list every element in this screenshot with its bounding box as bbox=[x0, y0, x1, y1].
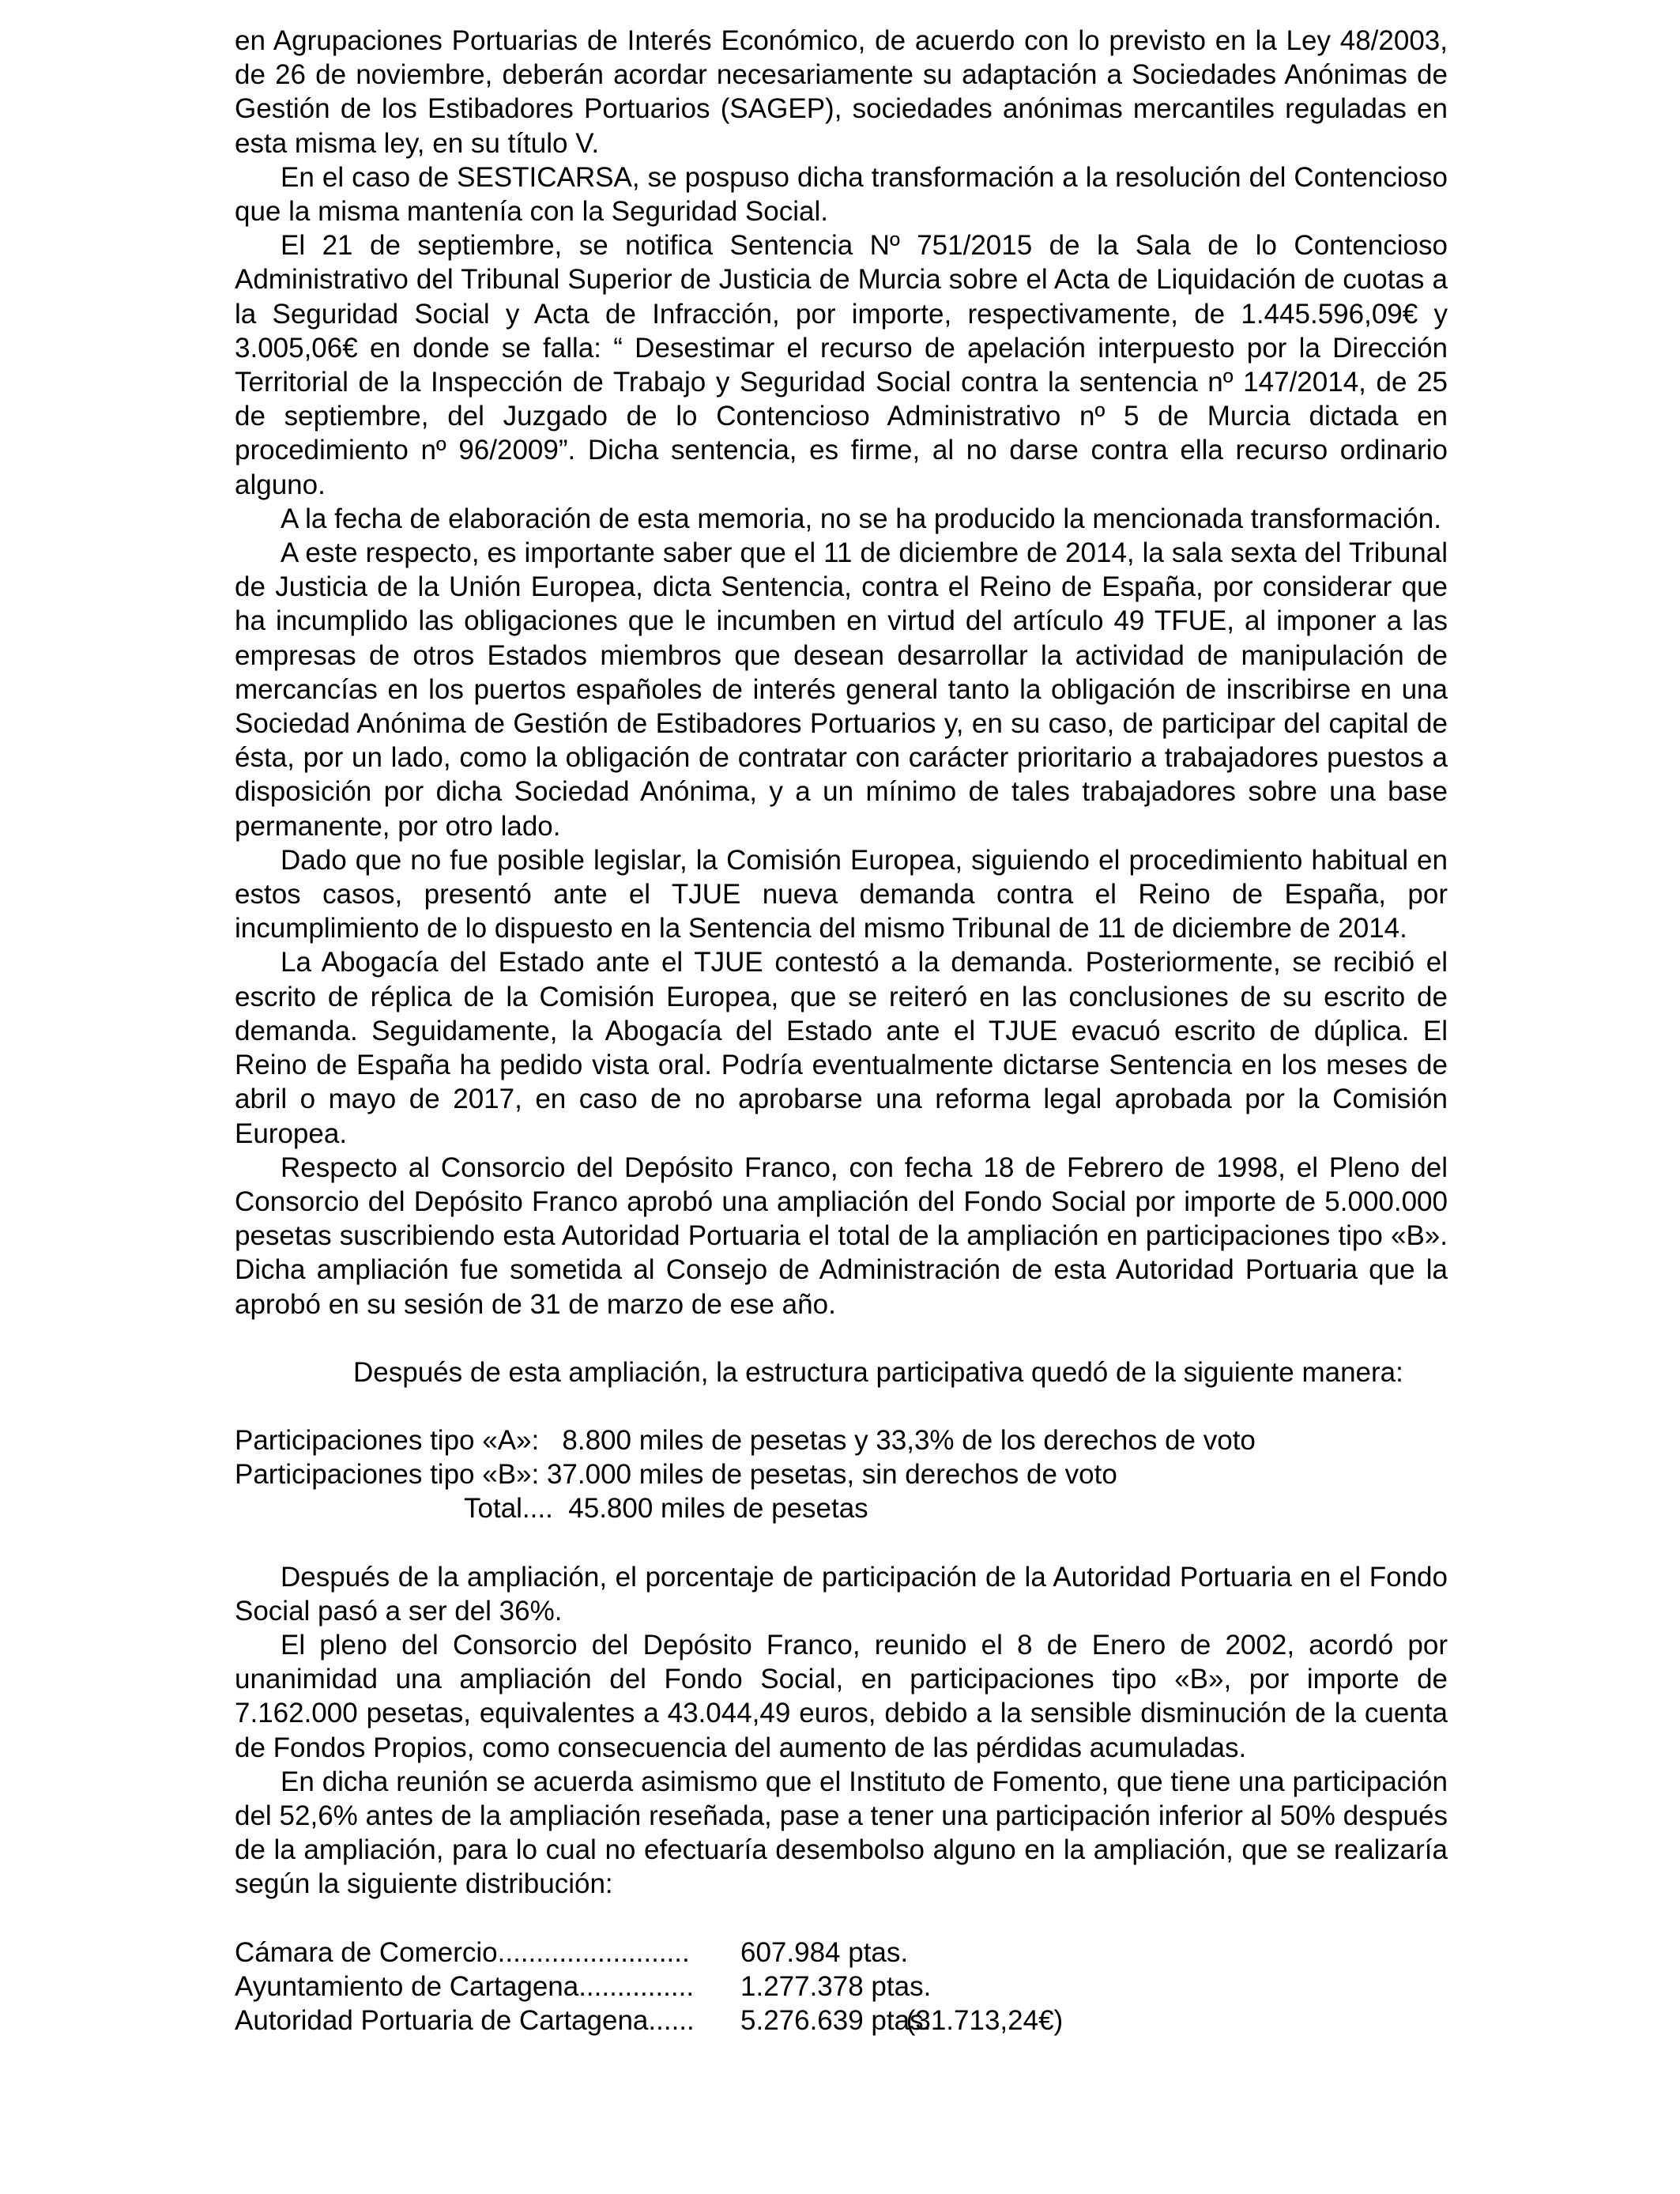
distribution-entity: Autoridad Portuaria de Cartagena...... bbox=[235, 2004, 695, 2036]
paragraph: En dicha reunión se acuerda asimismo que el Instituto de Fomento, que tiene una participación del 52,6% antes de la ampliación reseñada, pase a tener una participación inferior al 50% después de la ampliación, para lo cual no efectuaría desembolso alguno en la ampliación, que se realizaría según la siguiente distribución: bbox=[235, 1766, 1448, 1900]
distribution-row bbox=[235, 1970, 1448, 2004]
distribution-amount: 5.276.639 ptas. bbox=[740, 2004, 932, 2036]
distribution-entity: Cámara de Comercio......................... bbox=[235, 1936, 690, 1968]
distribution-list bbox=[235, 1936, 1448, 2038]
participations-list bbox=[235, 1423, 1448, 1526]
paragraph: Después de la ampliación, el porcentaje de participación de la Autoridad Portuaria en el Fondo Social pasó a ser del 36%. bbox=[235, 1561, 1448, 1627]
distribution-row bbox=[235, 2004, 1448, 2038]
participation-total: Total.... 45.800 miles de pesetas bbox=[464, 1493, 868, 1525]
distribution-amount: 1.277.378 ptas. bbox=[740, 1970, 932, 2002]
structure-intro: Después de esta ampliación, la estructura participativa quedó de la siguiente manera: bbox=[353, 1356, 1403, 1388]
distribution-euro-amount: (31.713,24€) bbox=[898, 2004, 1064, 2036]
distribution-entity: Ayuntamiento de Cartagena............... bbox=[235, 1970, 695, 2002]
paragraph: En el caso de SESTICARSA, se pospuso dicha transformación a la resolución del Contencioso que la misma mantenía con la Seguridad Social. bbox=[235, 161, 1448, 228]
paragraph: Dado que no fue posible legislar, la Comisión Europea, siguiendo el procedimiento habitual en estos casos, presentó ante el TJUE nueva demanda contra el Reino de España, por incumplimiento de lo dispuesto en la Sentencia del mismo Tribunal de 11 de diciembre de 2014. bbox=[235, 844, 1448, 944]
distribution-row bbox=[235, 1936, 1448, 1970]
distribution-amount: 607.984 ptas. bbox=[740, 1936, 909, 1968]
participation-line-b: Participaciones tipo «B»: 37.000 miles de pesetas, sin derechos de voto bbox=[235, 1459, 1117, 1491]
spacer bbox=[235, 1902, 1448, 1936]
paragraph: El pleno del Consorcio del Depósito Franco, reunido el 8 de Enero de 2002, acordó por unanimidad una ampliación del Fondo Social, en participaciones tipo «B», por importe de 7.162.000 pesetas, equivalentes a 43.044,49 euros, debido a la sensible disminución de la cuenta de Fondos Propios, como consecuencia del aumento de las pérdidas acumuladas. bbox=[235, 1629, 1448, 1763]
spacer bbox=[235, 1389, 1448, 1423]
spacer bbox=[235, 1321, 1448, 1355]
paragraph: A la fecha de elaboración de esta memoria, no se ha producido la mencionada transformación. bbox=[281, 503, 1441, 534]
paragraph: La Abogacía del Estado ante el TJUE contestó a la demanda. Posteriormente, se recibió el escrito de réplica de la Comisión Europea, que se reiteró en las conclusiones de su escrito de demanda. Seguidamente, la Abogacía del Estado ante el TJUE evacuó escrito de dúplica. El Reino de España ha pedido vista oral. Podría eventualmente dictarse Sentencia en los meses de abril o mayo de 2017, en caso de no aprobarse una reforma legal aprobada por la Comisión Europea. bbox=[235, 947, 1448, 1149]
paragraph: en Agrupaciones Portuarias de Interés Económico, de acuerdo con lo previsto en la Ley 48/2003, de 26 de noviembre, deberán acordar necesariamente su adaptación a Sociedades Anónimas de Gestión de los Estibadores Portuarios (SAGEP), sociedades anónimas mercantiles reguladas en esta misma ley, en su título V. bbox=[235, 25, 1448, 159]
document-page bbox=[235, 24, 1448, 2038]
spacer bbox=[235, 1526, 1448, 1560]
paragraph: Respecto al Consorcio del Depósito Franco, con fecha 18 de Febrero de 1998, el Pleno del Consorcio del Depósito Franco aprobó una ampliación del Fondo Social por importe de 5.000.000 pesetas suscribiendo esta Autoridad Portuaria el total de la ampliación en participaciones tipo «B». Dicha ampliación fue sometida al Consejo de Administración de esta Autoridad Portuaria que la aprobó en su sesión de 31 de marzo de ese año. bbox=[235, 1152, 1448, 1320]
participation-line-a: Participaciones tipo «A»: 8.800 miles de pesetas y 33,3% de los derechos de voto bbox=[235, 1424, 1256, 1456]
paragraph: A este respecto, es importante saber que el 11 de diciembre de 2014, la sala sexta del Tribunal de Justicia de la Unión Europea, dicta Sentencia, contra el Reino de España, por considerar que ha incumplido las obligaciones que le incumben en virtud del artículo 49 TFUE, al imponer a las empresas de otros Estados miembros que desean desarrollar la actividad de manipulación de mercancías en los puertos españoles de interés general tanto la obligación de inscribirse en una Sociedad Anónima de Gestión de Estibadores Portuarios y, en su caso, de participar del capital de ésta, por un lado, como la obligación de contratar con carácter prioritario a trabajadores puestos a disposición por dicha Sociedad Anónima, y a un mínimo de tales trabajadores sobre una base permanente, por otro lado. bbox=[235, 537, 1448, 842]
paragraph: El 21 de septiembre, se notifica Sentencia Nº 751/2015 de la Sala de lo Contencioso Administrativo del Tribunal Superior de Justicia de Murcia sobre el Acta de Liquidación de cuotas a la Seguridad Social y Acta de Infracción, por importe, respectivamente, de 1.445.596,09€ y 3.005,06€ en donde se falla: “ Desestimar el recurso de apelación interpuesto por la Dirección Territorial de la Inspección de Trabajo y Seguridad Social contra la sentencia nº 147/2014, de 25 de septiembre, del Juzgado de lo Contencioso Administrativo nº 5 de Murcia dictada en procedimiento nº 96/2009”. Dicha sentencia, es firme, al no darse contra ella recurso ordinario alguno. bbox=[235, 230, 1448, 500]
